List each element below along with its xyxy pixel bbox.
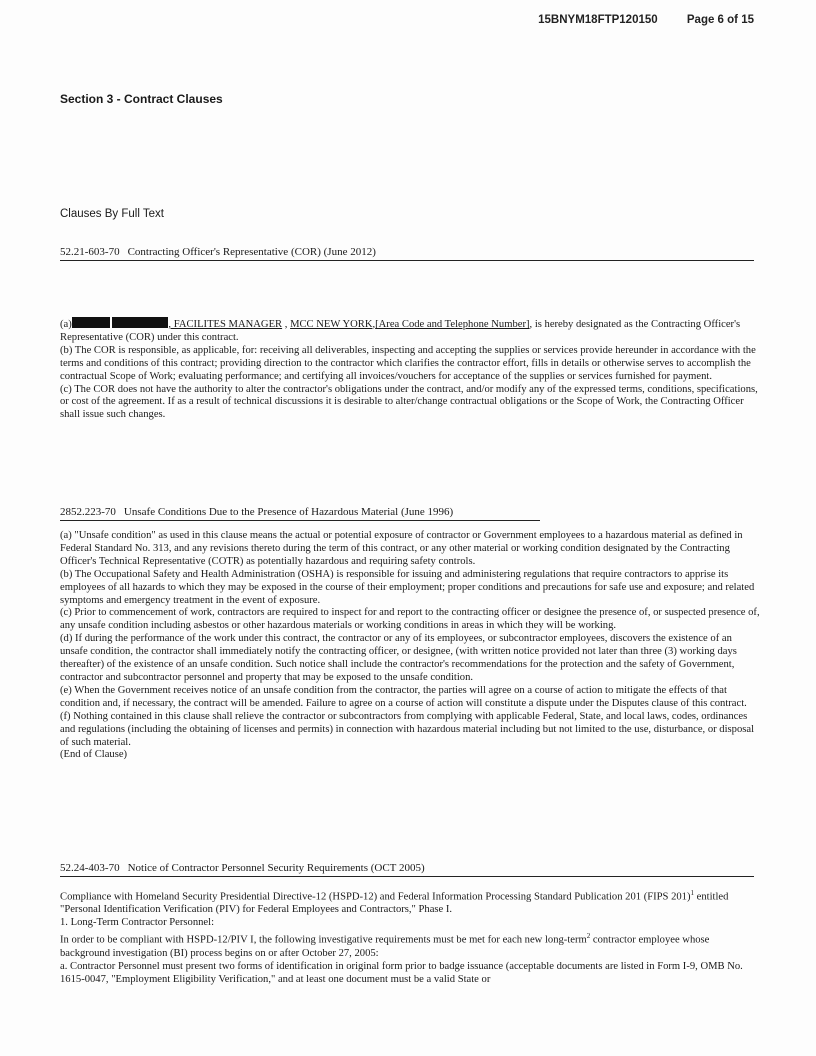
clause-paragraph-a [60,317,760,345]
section-title: Section 3 - Contract Clauses [60,92,223,106]
separator: , [282,319,291,330]
manager-title: , FACILITES MANAGER [168,319,283,330]
document-id: 15BNYM18FTP120150 [538,14,658,26]
clause-body-hazardous [60,530,760,762]
paragraph-text: In order to be compliant with HSPD-12/PIV I, the following investigative requirements must be met for each new long-term [60,934,587,946]
clause-paragraph: (e) When the Government receives notice of an unsafe condition from the contractor, the parties will agree on a course of action to mitigate the effects of that condition and, if necessary, the contract will be amended. Failure to agree on a course of action will constitute a dispute under the Disputes clause of this contract. [60,684,747,709]
clause-title: Contracting Officer's Representative (COR) (June 2012) [127,246,376,258]
clause-title: Unsafe Conditions Due to the Presence of Hazardous Material (June 1996) [123,506,454,518]
location-name: MCC NEW YORK [290,319,373,330]
clause-paragraph: 1. Long-Term Contractor Personnel: [60,917,215,929]
clause-paragraph: (a) "Unsafe condition" as used in this clause means the actual or potential exposure of contractor or Government employees to a hazardous material as defined in Federal Standard No. 313, and any revisions thereto during the term of this contract, or any other material or working condition designated by the Contracting Officer's Technical Representative (COTR) as potentially hazardous and requiring safety controls. [60,530,743,567]
page-number: Page 6 of 15 [686,14,754,26]
clause-body-cor [60,317,760,422]
clause-body-security [60,887,760,986]
clause-heading-hazardous [60,506,540,521]
clause-paragraph: (d) If during the performance of the work under this contract, the contractor or any of its employees, or subcontractor employees, discovers the existence of an unsafe condition, the contractor shall immediately notify the contracting officer, or designee, (with written notice provided not later than three (3) working days thereafter) of the existence of an unsafe condition. Such notice shall include the contractor's recommendations for the protection and the safety of Government, contractor and subcontractor personnel and property that may be exposed to the unsafe condition. [60,633,737,683]
end-of-clause: (End of Clause) [60,749,128,761]
clause-heading-security [60,862,754,877]
paragraph-text: entitled "Personal Identification Verification (PIV) for Federal Employees and Contractors," Phase I. [60,891,729,916]
clause-paragraph: (b) The Occupational Safety and Health Administration (OSHA) is responsible for issuing and administering regulations that require contractors to apprise its employees of all hazards to which they may be exposed in the course of their employment; proper conditions and precautions for safe use and exposure; and related symptoms and emergency treatment in the event of exposure. [60,568,755,606]
page-header [538,14,754,26]
phone-placeholder: [Area Code and Telephone Number] [375,319,530,330]
redaction-box [72,317,110,328]
separator: , [372,319,376,330]
footnote-ref: 1 [690,889,695,897]
clause-number: 52.21-603-70 [60,246,120,258]
clause-paragraph-c: (c) The COR does not have the authority to alter the contractor's obligations under the contract, and/or modify any of the expressed terms, conditions, specifications, or cost of the agreement. If as a result of technical discussions it is desirable to alter/change contractual obligations or the Scope of Work, the Contracting Officer shall issue such changes. [60,383,758,421]
paragraph-text: , is hereby designated as the Contracting Officer's Representative (COR) under this contract. [60,319,741,343]
clause-paragraph-b: (b) The COR is responsible, as applicable, for: receiving all deliverables, inspecting and accepting the supplies or services provide hereunder in accordance with the terms and conditions of this contract; providing direction to the contractor which clarifies the contractor effort, fills in details or otherwise serves to accomplish the contractual Scope of Work; evaluating performance; and certifying all invoices/vouchers for acceptance of the supplies or services furnished for payment. [60,344,756,382]
paragraph-label: (a) [60,319,72,330]
clause-number: 2852.223-70 [60,506,116,518]
paragraph-text: Compliance with Homeland Security Presidential Directive-12 (HSPD-12) and Federal Information Processing Standard Publication 201 (FIPS 201) [60,891,691,903]
footnote-ref: 2 [586,932,591,941]
paragraph-text: contractor employee whose background investigation (BI) process begins on or after October 27, 2005: [60,934,710,959]
clause-paragraph [60,930,760,960]
clause-paragraph [60,887,760,917]
clause-paragraph: (f) Nothing contained in this clause shall relieve the contractor or subcontractors from complying with applicable Federal, State, and local laws, codes, ordinances and regulations (including the obtaining of licenses and permits) in connection with hazardous material including but not limited to the use, disturbance, or disposal of such material. [60,710,755,748]
redaction-box [112,317,168,328]
clause-number: 52.24-403-70 [60,862,120,874]
subsection-title: Clauses By Full Text [60,208,164,220]
clause-paragraph: a. Contractor Personnel must present two forms of identification in original form prior to badge issuance (acceptable documents are listed in Form I-9, OMB No. 1615-0047, "Employment Eligibility Verification," and at least one document must be a valid State or [60,960,743,985]
clause-title: Notice of Contractor Personnel Security Requirements (OCT 2005) [127,862,425,874]
clause-heading-cor [60,246,754,261]
clause-paragraph: (c) Prior to commencement of work, contractors are required to inspect for and report to the contracting officer or designee the presence of, or suspected presence of, any unsafe condition including asbestos or other hazardous materials or working conditions in areas in which they will be working. [60,607,760,632]
